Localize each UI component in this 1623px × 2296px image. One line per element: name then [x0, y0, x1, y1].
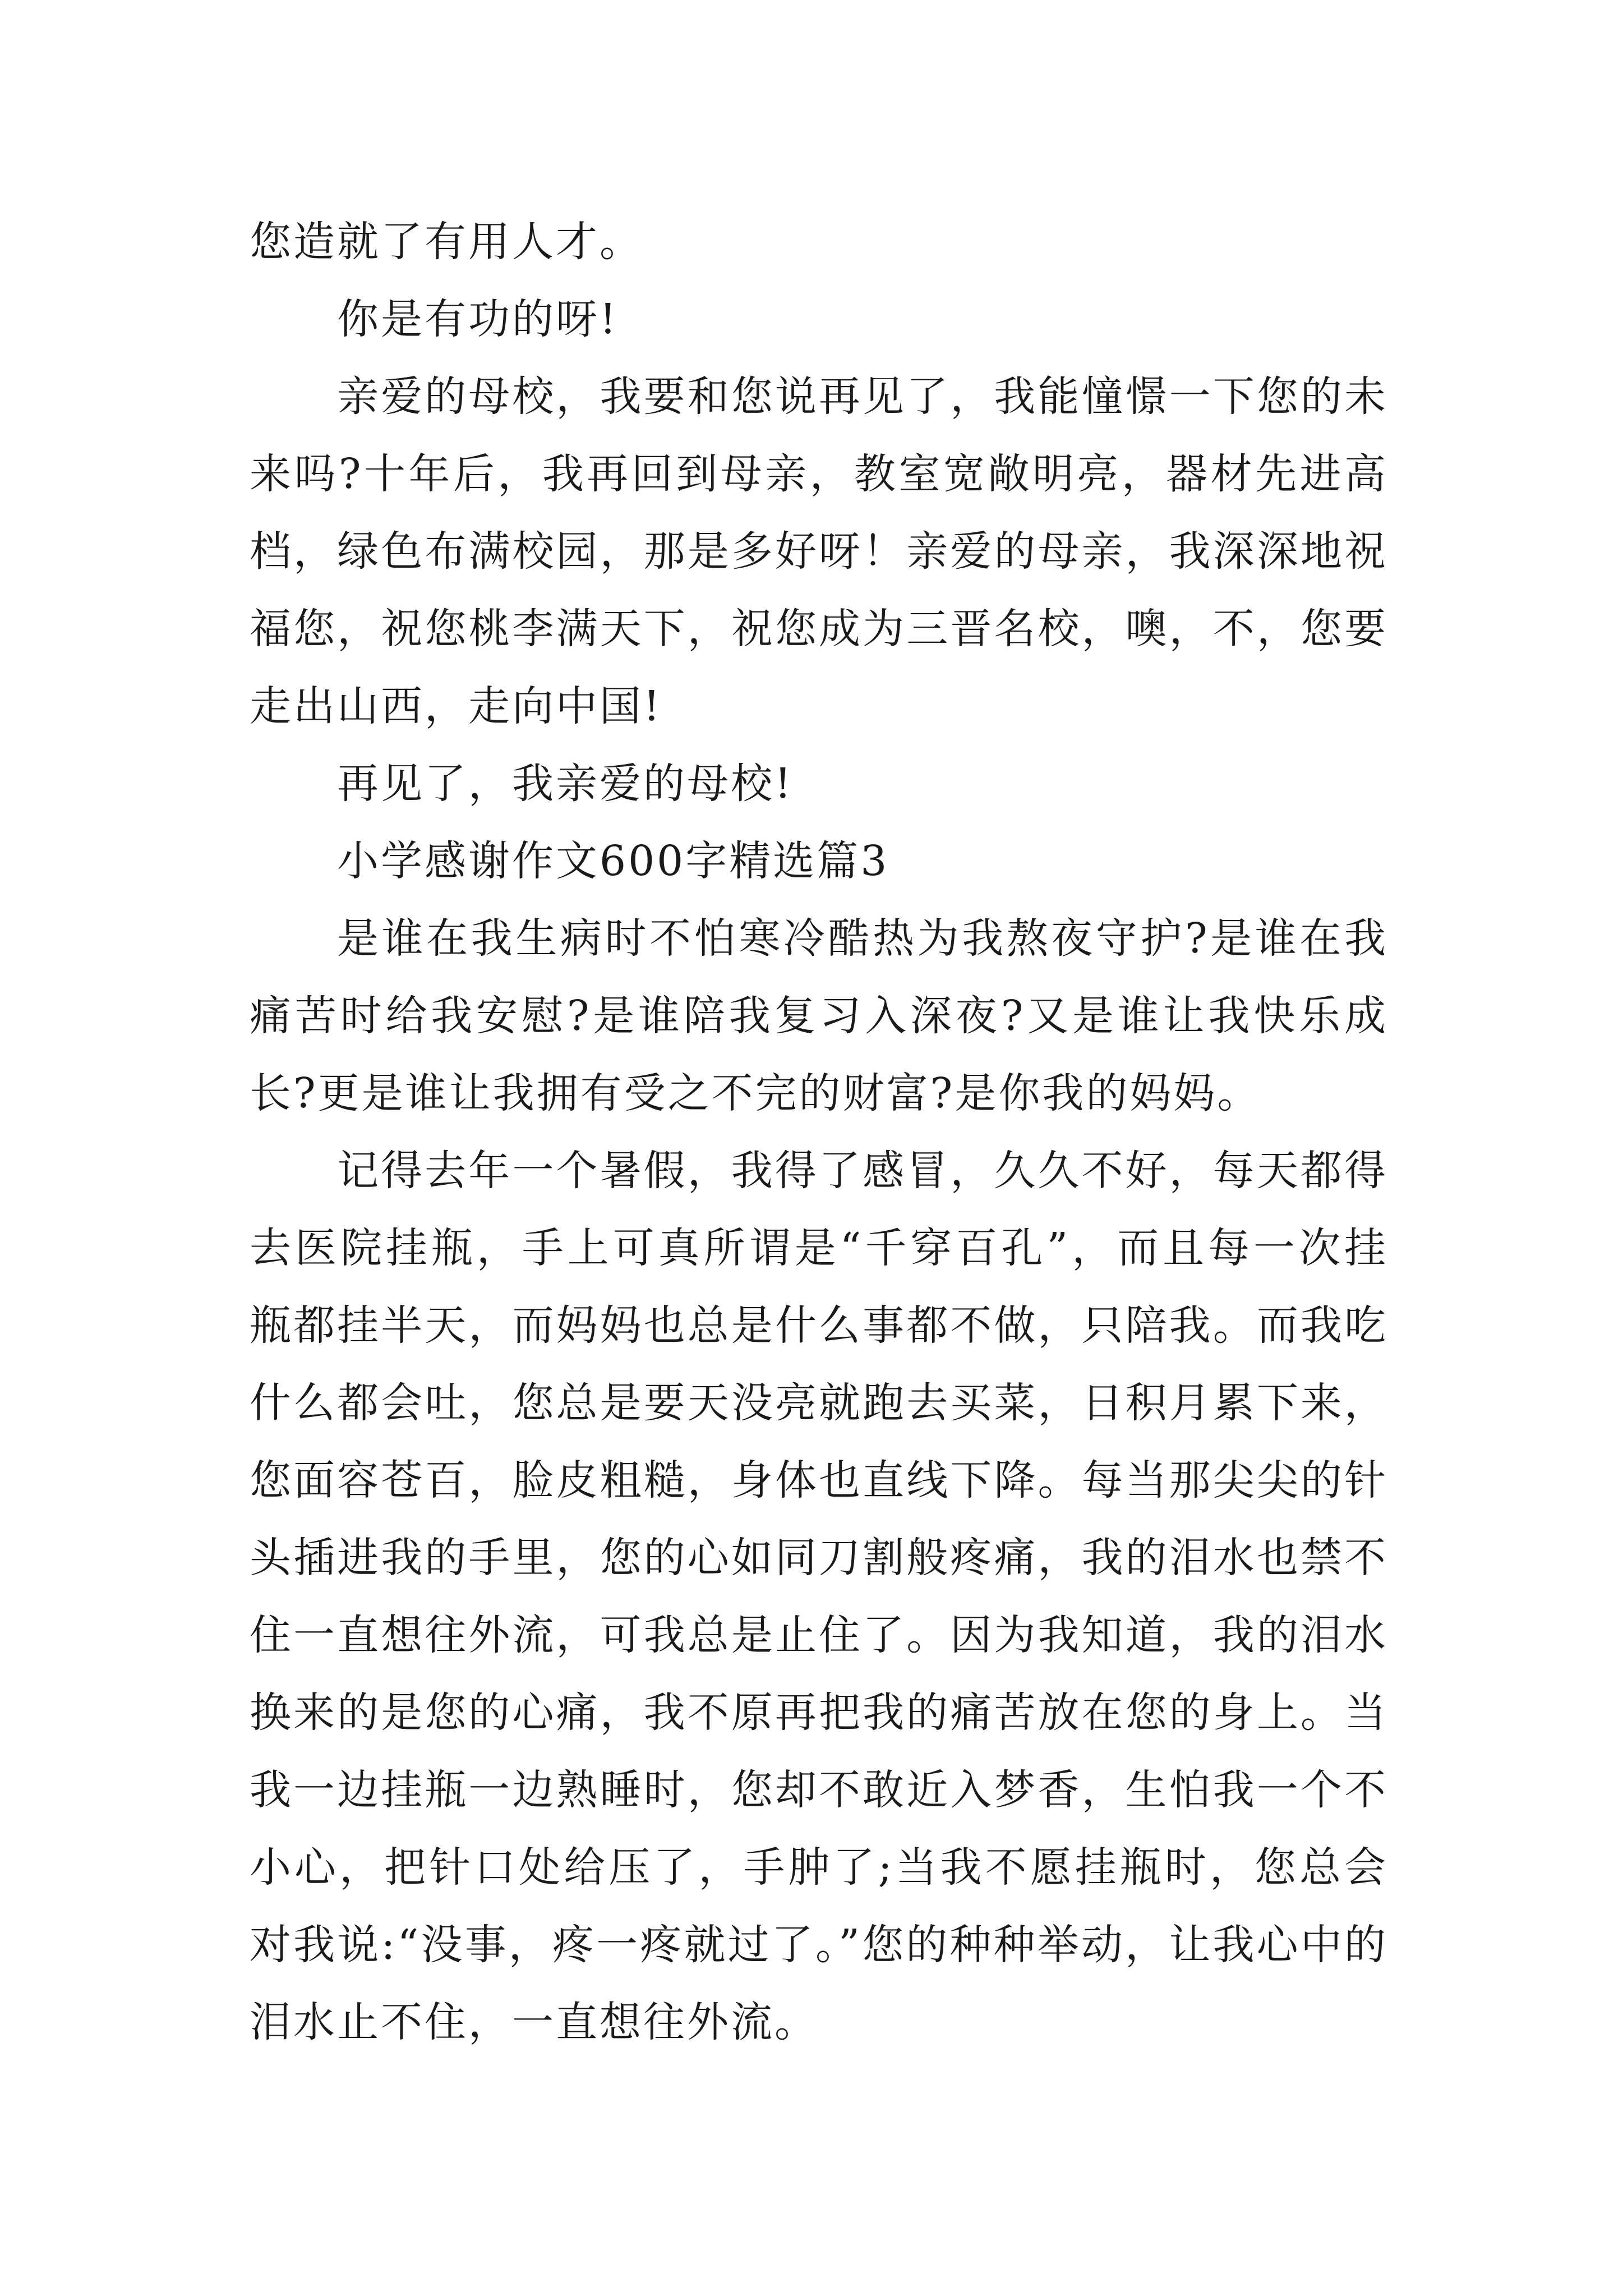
paragraph: 您造就了有用人才。: [250, 218, 643, 266]
body-text: [250, 203, 1388, 2061]
paragraph: 你是有功的呀!: [337, 295, 619, 343]
paragraph: 亲爱的母校，我要和您说再见了，我能憧憬一下您的未来吗?十年后，我再回到母亲，教室宽敞明亮，器材先进高档，绿色布满校园，那是多好呀！亲爱的母亲，我深深地祝福您，祝您桃李满天下，祝您成为三晋名校，噢，不，您要走出山西，走向中国!: [250, 372, 1388, 730]
section-heading: 小学感谢作文600字精选篇3: [337, 837, 889, 885]
paragraph: 记得去年一个暑假，我得了感冒，久久不好，每天都得去医院挂瓶，手上可真所谓是“千穿百孔”，而且每一次挂瓶都挂半天，而妈妈也总是什么事都不做，只陪我。而我吃什么都会吐，您总是要天没亮就跑去买菜，日积月累下来，您面容苍百，脸皮粗糙，身体也直线下降。每当那尖尖的针头插进我的手里，您的心如同刀割般疼痛，我的泪水也禁不住一直想往外流，可我总是止住了。因为我知道，我的泪水换来的是您的心痛，我不原再把我的痛苦放在您的身上。当我一边挂瓶一边熟睡时，您却不敢近入梦香，生怕我一个不小心，把针口处给压了，手肿了;当我不愿挂瓶时，您总会对我说:“没事，疼一疼就过了。”您的种种举动，让我心中的泪水止不住，一直想往外流。: [250, 1147, 1388, 2046]
paragraph: 是谁在我生病时不怕寒冷酷热为我熬夜守护?是谁在我痛苦时给我安慰?是谁陪我复习入深夜?又是谁让我快乐成长?更是谁让我拥有受之不完的财富?是你我的妈妈。: [250, 914, 1388, 1117]
paragraph: 再见了，我亲爱的母校!: [337, 760, 794, 808]
